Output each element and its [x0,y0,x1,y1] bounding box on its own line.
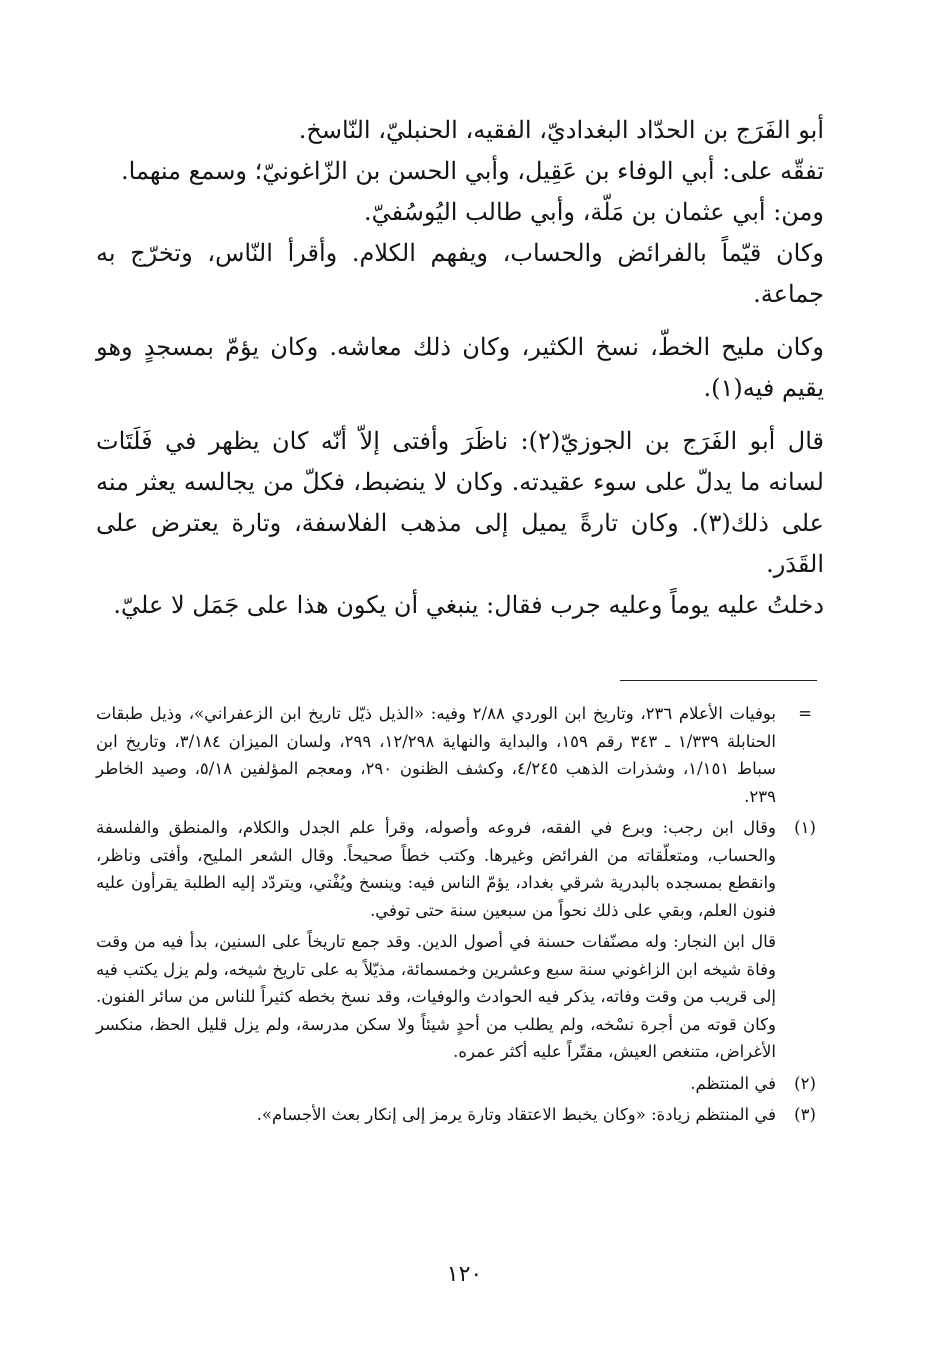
main-paragraph: قال أبو الفَرَج بن الجوزيّ(٢): ناظَرَ وأفتى إلاّ أنّه كان يظهر في فَلَتَات لسانه ما يدلّ على سوء عقيدته. وكان لا ينضبط، فكلّ من يجالسه يعثر منه على ذلك(٣). وكان تارةً يميل إلى مذهب الفلاسفة، وتارة يعترض على القَدَر. [96,427,824,578]
footnote-marker: = [798,704,812,723]
footnote-body [96,700,776,810]
main-paragraph: تفقّه على: أبي الوفاء بن عَقِيل، وأبي الحسن بن الزّاغونيّ؛ وسمع منهما. [121,157,824,185]
footnote-body [96,1101,776,1129]
footnote-marker: (٢) [794,1073,816,1093]
footnote-body [96,1070,776,1098]
footnote-marker: (١) [794,818,816,837]
footnote-text: قال ابن النجار: وله مصنّفات حسنة في أصول الدين. وقد جمع تاريخاً على السنين، بدأ فيه من وقت وفاة شيخه ابن الزاغوني سنة سبع وعشرين وخمسمائة، مذيّلاً به على تاريخ شيخه، ولم يزل يكتب فيه إلى قريب من وقت وفاته، يذكر فيه الحوادث والوفيات، وقد نسخ بخطه كثيراً للناس من سائر الفنون. وكان قوته من أجرة نسْخه، ولم يطلب من أحدٍ شيئاً ولا سكن مدرسة، ولم يزل قليل الحظ، منكسر الأغراض، متنغص العيش، مقتّراً عليه أكثر عمره. [96,932,776,1061]
footnote-continuation [96,700,834,810]
footnote-text: وقال ابن رجب: وبرع في الفقه، فروعه وأصوله، وقرأ علم الجدل والكلام، والمنطق والفلسفة والحساب، ومتعلّقاته من الفرائض وغيرها. وكتب خطاً صحيحاً. وقال الشعر المليح، وأفتى وناظر، وانقطع بمسجده بالبدرية شرقي بغداد، يؤمّ الناس فيه: وينسخ ويُفْتي، ويتردّد إليه الطلبة يقرأون عليه فنون العلم، وبقي على ذلك نحواً من سبعين سنة حتى توفي. [96,818,776,920]
page-number: ١٢٠ [446,1262,483,1287]
main-paragraph: أبو الفَرَج بن الحدّاد البغداديّ، الفقيه، الحنبليّ، النّاسخ. [298,116,824,144]
footnotes [96,700,834,1129]
footnote-1 [96,814,834,1066]
main-paragraph: دخلتُ عليه يوماً وعليه جرب فقال: ينبغي أن يكون هذا على جَمَل لا عليّ. [113,591,824,619]
footnote-text: بوفيات الأعلام ٢٣٦، وتاريخ ابن الوردي ٢/٨٨ وفيه: «الذيل ذيّل تاريخ ابن الزعفراني»، وذيل طبقات الحنابلة ١/٣٣٩ ـ ٣٤٣ رقم ١٥٩، والبداية والنهاية ١٢/٢٩٨، ٢٩٩، ولسان الميزان ٣/١٨٤، وتاريخ ابن سباط ١/١٥١، وشذرات الذهب ٤/٢٤٥، وكشف الظنون ٢٩٠، ومعجم المؤلفين ٥/١٨، وصيد الخاطر ٢٣٩. [96,704,776,806]
footnote-2 [96,1070,834,1098]
footnote-marker: (٣) [794,1105,816,1124]
footnote-3 [96,1101,834,1129]
footnote-text: في المنتظم. [690,1073,776,1093]
main-text [96,110,824,626]
footnote-text: في المنتظم زيادة: «وكان يخبط الاعتقاد وتارة يرمز إلى إنكار بعث الأجسام». [256,1105,776,1124]
footnote-body [96,814,776,1066]
main-paragraph: ومن: أبي عثمان بن مَلّة، وأبي طالب اليُوسُفيّ. [363,198,824,226]
main-paragraph: وكان مليح الخطّ، نسخ الكثير، وكان ذلك معاشه. وكان يؤمّ بمسجدٍ وهو يقيم فيه(١). [96,333,824,402]
footnote-separator [620,680,817,681]
main-paragraph: وكان قيّماً بالفرائض والحساب، ويفهم الكلام. وأقرأ النّاس، وتخرّج به جماعة. [96,239,825,308]
